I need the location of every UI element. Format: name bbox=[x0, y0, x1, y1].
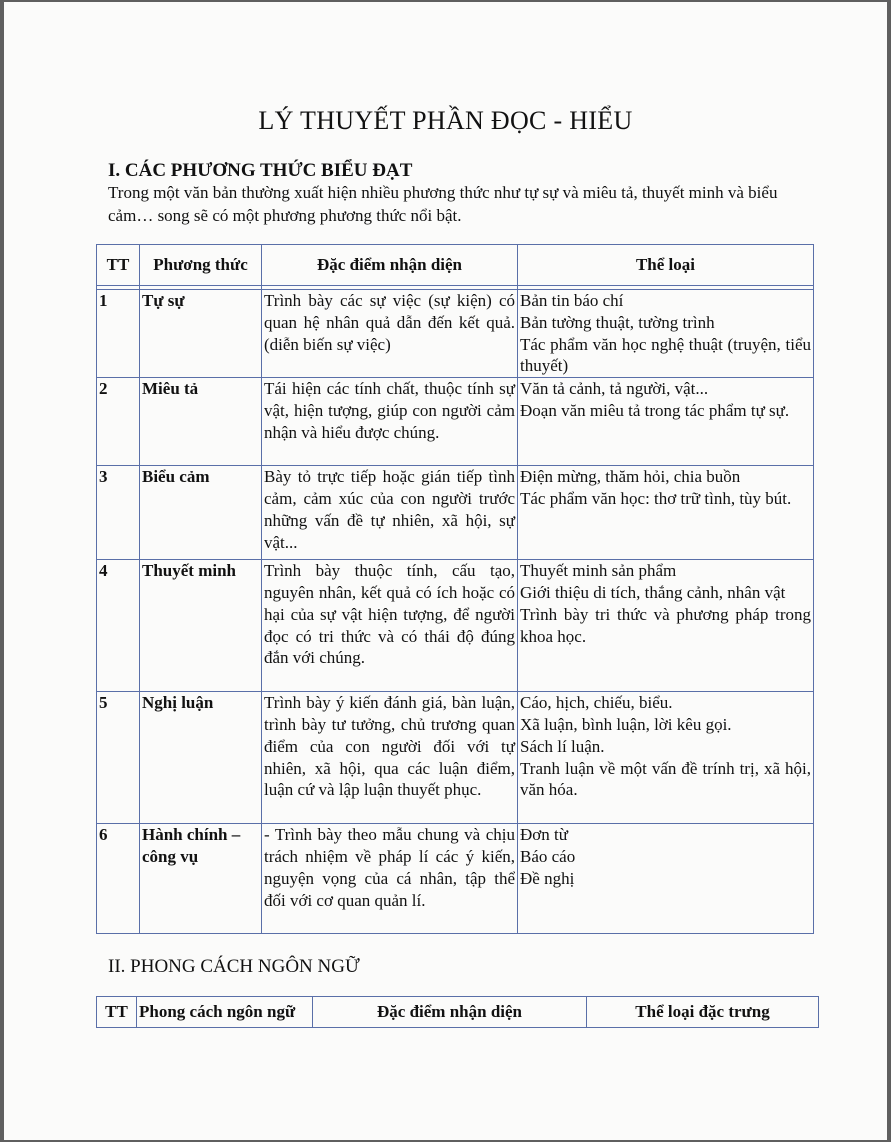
row-number: 3 bbox=[97, 466, 140, 560]
genre-item: Thuyết minh sản phẩm bbox=[520, 561, 677, 581]
table-row bbox=[97, 560, 814, 692]
col-header-style: Phong cách ngôn ngữ bbox=[137, 997, 313, 1028]
method-features: Trình bày ý kiến đánh giá, bàn luận, trình bày tư tưởng, chủ trương quan điểm của con người đối với tự nhiên, xã hội, qua các luận điểm, luận cứ và lập luận thuyết phục. bbox=[262, 692, 518, 824]
method-genres bbox=[518, 466, 814, 560]
col-header-genres: Thể loại đặc trưng bbox=[587, 997, 819, 1028]
table-row bbox=[97, 290, 814, 378]
col-header-features: Đặc điểm nhận diện bbox=[262, 245, 518, 286]
method-name: Nghị luận bbox=[140, 692, 262, 824]
genre-item: Tác phẩm văn học: thơ trữ tình, tùy bút. bbox=[520, 488, 792, 508]
table-row bbox=[97, 466, 814, 560]
genre-item: Văn tả cảnh, tả người, vật... bbox=[520, 379, 709, 399]
method-genres bbox=[518, 290, 814, 378]
genre-item: Giới thiệu di tích, thắng cảnh, nhân vật bbox=[520, 582, 786, 602]
genre-item: Tác phẩm văn học nghệ thuật (truyện, tiểu thuyết) bbox=[520, 334, 811, 376]
row-number: 4 bbox=[97, 560, 140, 692]
table-row bbox=[97, 378, 814, 466]
method-features: - Trình bày theo mẫu chung và chịu trách nhiệm về pháp lí các ý kiến, nguyện vọng của cá nhân, tập thể đối với cơ quan quản lí. bbox=[262, 824, 518, 934]
col-header-tt: TT bbox=[97, 997, 137, 1028]
col-header-features: Đặc điểm nhận diện bbox=[313, 997, 587, 1028]
method-name: Miêu tả bbox=[140, 378, 262, 466]
genre-item: Bản tin báo chí bbox=[520, 291, 624, 310]
genre-item: Bản tường thuật, tường trình bbox=[520, 312, 715, 332]
method-name: Biểu cảm bbox=[140, 466, 262, 560]
genre-item: Điện mừng, thăm hỏi, chia buồn bbox=[520, 467, 741, 487]
expression-methods-table bbox=[96, 244, 814, 934]
col-header-method: Phương thức bbox=[140, 245, 262, 286]
genre-item: Cáo, hịch, chiếu, biểu. bbox=[520, 693, 673, 713]
method-genres bbox=[518, 560, 814, 692]
table-header-row bbox=[97, 997, 819, 1028]
language-styles-table bbox=[96, 996, 819, 1028]
col-header-genres: Thể loại bbox=[518, 245, 814, 286]
genre-item: Xã luận, bình luận, lời kêu gọi. bbox=[520, 714, 732, 734]
document-page bbox=[4, 2, 887, 1140]
section-2-heading: II. PHONG CÁCH NGÔN NGỮ bbox=[108, 956, 360, 977]
genre-item: Báo cáo bbox=[520, 846, 576, 866]
row-number: 6 bbox=[97, 824, 140, 934]
genre-item: Tranh luận về một vấn đề trính trị, xã hội, văn hóa. bbox=[520, 758, 811, 800]
table-row bbox=[97, 824, 814, 934]
genre-item: Đoạn văn miêu tả trong tác phẩm tự sự. bbox=[520, 400, 790, 420]
table-row bbox=[97, 692, 814, 824]
method-features: Tái hiện các tính chất, thuộc tính sự vật, hiện tượng, giúp con người cảm nhận và hiểu được chúng. bbox=[262, 378, 518, 466]
method-name: Thuyết minh bbox=[140, 560, 262, 692]
page-title: LÝ THUYẾT PHẦN ĐỌC - HIỂU bbox=[258, 106, 633, 135]
method-features: Trình bày thuộc tính, cấu tạo, nguyên nhân, kết quả có ích hoặc có hại của sự vật hiện tượng, để người đọc có tri thức và có thái độ đúng đắn với chúng. bbox=[262, 560, 518, 692]
genre-item: Trình bày tri thức và phương pháp trong khoa học. bbox=[520, 604, 811, 646]
method-name: Hành chính – công vụ bbox=[140, 824, 262, 934]
table-header-row bbox=[97, 245, 814, 286]
method-genres bbox=[518, 824, 814, 934]
method-features: Trình bày các sự việc (sự kiện) có quan hệ nhân quả dẫn đến kết quả. (diễn biến sự việc) bbox=[262, 290, 518, 378]
row-number: 1 bbox=[97, 290, 140, 378]
genre-item: Đề nghị bbox=[520, 868, 575, 888]
method-features: Bày tỏ trực tiếp hoặc gián tiếp tình cảm, cảm xúc của con người trước những vấn đề tự nhiên, xã hội, sự vật... bbox=[262, 466, 518, 560]
method-genres bbox=[518, 378, 814, 466]
section-1-heading: I. CÁC PHƯƠNG THỨC BIỂU ĐẠT bbox=[108, 160, 413, 181]
section-1-intro: Trong một văn bản thường xuất hiện nhiều phương thức như tự sự và miêu tả, thuyết minh và biểu cảm… song sẽ có một phương phương thức nổi bật. bbox=[108, 183, 778, 225]
row-number: 2 bbox=[97, 378, 140, 466]
method-genres bbox=[518, 692, 814, 824]
method-name: Tự sự bbox=[140, 290, 262, 378]
col-header-tt: TT bbox=[97, 245, 140, 286]
genre-item: Đơn từ bbox=[520, 825, 568, 845]
genre-item: Sách lí luận. bbox=[520, 736, 605, 756]
row-number: 5 bbox=[97, 692, 140, 824]
